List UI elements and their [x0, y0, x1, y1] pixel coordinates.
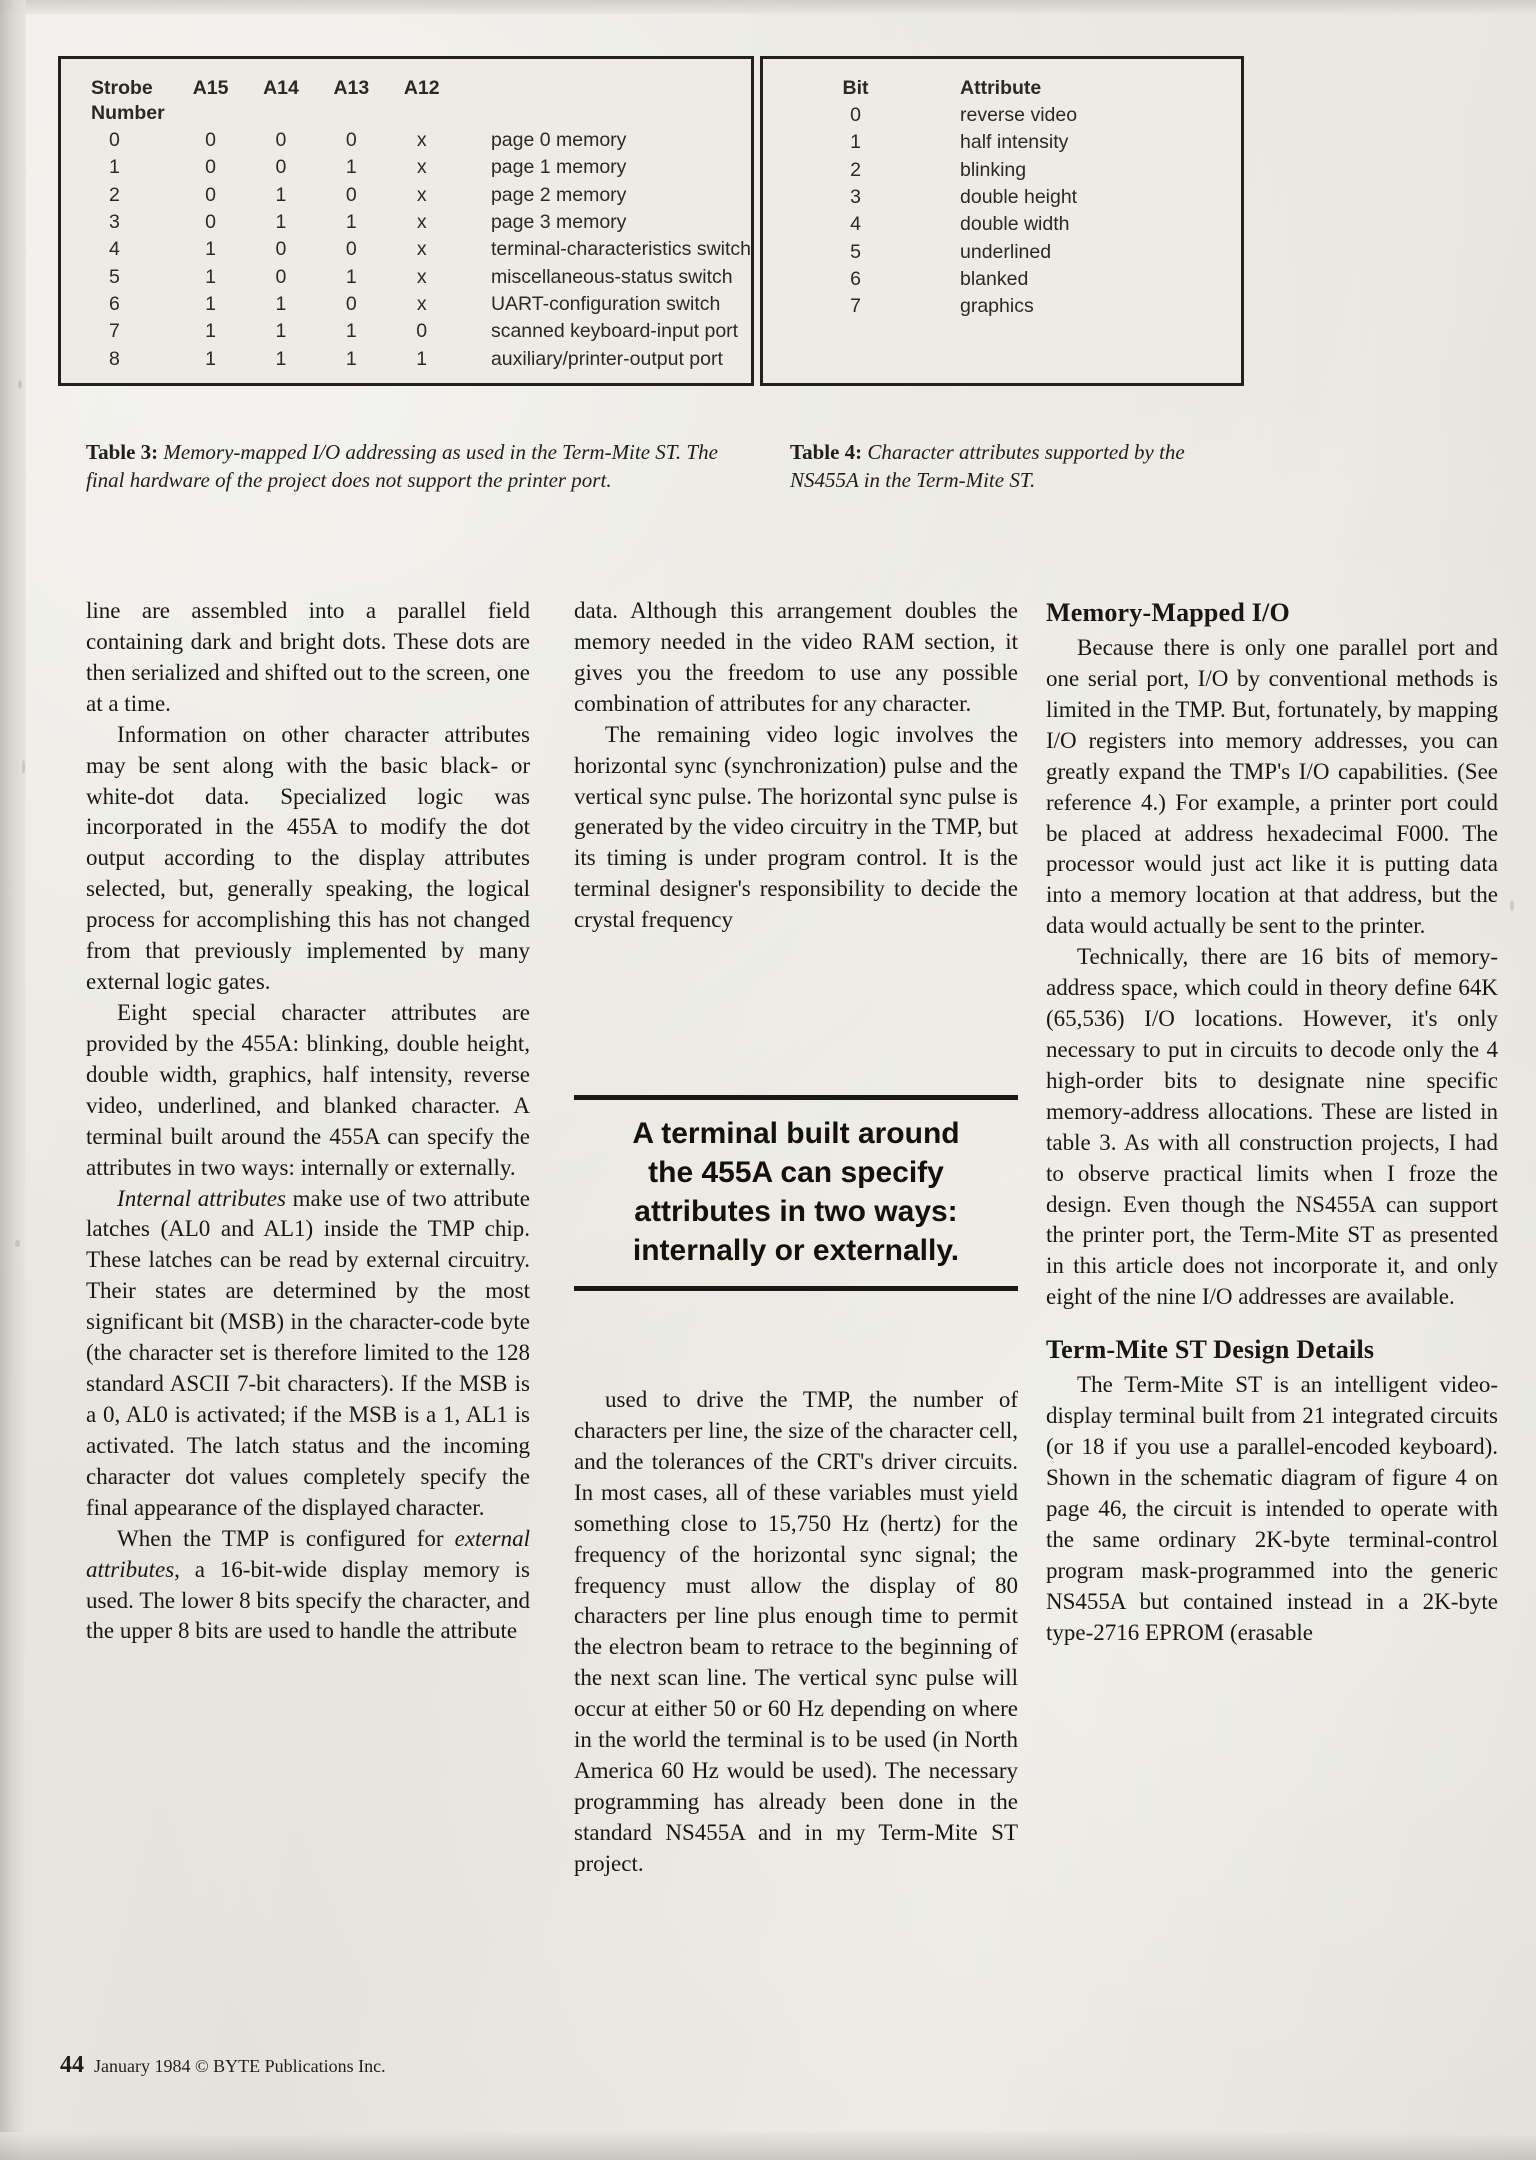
cell-strobe: 7 [109, 320, 120, 343]
table-row [763, 239, 1241, 266]
cell-a14: 0 [275, 238, 287, 261]
paragraph: The Term-Mite ST is an intelligent video-display terminal built from 21 integrated circuits (or 18 if you use a parallel-encoded keyboard). Shown in the schematic diagram of figure 4 on page 46, the circuit is intended to operate with the same ordinary 2K-byte terminal-control program mask-programmed into the generic NS455A but contained instead in a 2K-byte type-2716 EPROM (erasable [1046, 1372, 1498, 1645]
cell-a15: 1 [205, 347, 216, 370]
cell-a15: 1 [205, 293, 216, 316]
table-row [763, 266, 1241, 293]
table-4-wrap [763, 59, 1241, 321]
cell-bit: 5 [850, 240, 861, 263]
table-3-caption-label: Table 3: [86, 440, 159, 464]
table-row [87, 264, 751, 291]
paragraph: Because there is only one parallel port and one serial port, I/O by conventional methods is limited in the TMP. But, fortunately, by mapping I/O registers into memory addresses, you can greatly expand the TMP's I/O capabilities. (See reference 4.) For example, a printer port could be placed at address hexadecimal F000. The processor would just act like it is putting data into a memory location at that address, but the data would actually be sent to the printer. [1046, 634, 1498, 939]
cell-a15: 1 [205, 320, 216, 343]
cell-attribute: underlined [960, 240, 1052, 263]
paragraph [86, 1184, 530, 1524]
cell-attribute: double width [960, 213, 1070, 236]
table-3-col-a13: A13 [333, 77, 370, 99]
cell-a12: x [416, 265, 427, 288]
table-3-col-a15: A15 [192, 77, 229, 99]
cell-a15: 0 [205, 129, 216, 151]
table-3-box [58, 56, 754, 386]
spacer-cell [387, 102, 457, 127]
cell-a14: 1 [275, 320, 287, 343]
table-4-caption [790, 438, 1210, 494]
cell-a12: x [416, 183, 427, 206]
page-number: 44 [60, 2052, 84, 2078]
table-row [87, 346, 751, 373]
cell-a12: x [416, 293, 427, 316]
cell-a14: 0 [275, 129, 287, 151]
cell-a14: 1 [275, 293, 287, 316]
cell-description: page 3 memory [490, 211, 627, 234]
spacer-cell [316, 102, 386, 127]
cell-a15: 0 [205, 211, 216, 234]
cell-bit: 4 [850, 213, 861, 236]
cell-a13: 1 [345, 211, 357, 234]
table-4 [763, 77, 1241, 321]
cell-a13: 1 [345, 347, 357, 370]
pull-quote-line: internally or externally. [632, 1234, 960, 1267]
table-3 [87, 77, 751, 373]
table-row [87, 291, 751, 318]
cell-a12: x [416, 211, 427, 234]
paragraph [86, 1524, 530, 1648]
table-3-col-a12: A12 [403, 77, 440, 99]
spacer-cell [246, 102, 316, 127]
cell-description: scanned keyboard-input port [490, 320, 739, 343]
spacer-cell [457, 102, 751, 127]
table-row [87, 236, 751, 263]
cell-bit: 3 [850, 186, 861, 209]
table-row [87, 154, 751, 181]
paragraph: Eight special character attributes are provided by the 455A: blinking, double height, double width, graphics, half intensity, reverse video, underlined, and blanked character. A terminal built around the 455A can specify the attributes in two ways: internally or externally. [86, 999, 530, 1180]
table-3-header-row-2 [87, 102, 751, 127]
paragraph: used to drive the TMP, the number of characters per line, the size of the character cell, and the tolerances of the CRT's driver circuits. In most cases, all of these variables must yield something close to 15,750 Hz (hertz) for the frequency of the horizontal sync signal; the frequency must allow the display of 80 characters per line plus enough time to permit the electron beam to retrace to the beginning of the next scan line. The vertical sync pulse will occur at either 50 or 60 Hz depending on where in the world the terminal is to be used (in North America 60 Hz would be used). The necessary programming has already been done in the standard NS455A and in my Term-Mite ST project. [574, 1387, 1018, 1876]
cell-strobe: 8 [109, 347, 120, 370]
cell-description: page 0 memory [490, 129, 627, 151]
table-3-body [87, 127, 751, 373]
cell-attribute: blinking [960, 158, 1027, 181]
cell-bit: 0 [850, 104, 861, 126]
cell-a14: 0 [275, 265, 287, 288]
table-row [87, 127, 751, 154]
cell-a13: 0 [345, 183, 357, 206]
cell-bit: 6 [850, 268, 861, 291]
body-column-1 [86, 596, 530, 1647]
scan-speck [15, 1240, 20, 1247]
table-3-col-strobe: Strobe [91, 77, 153, 99]
cell-a13: 0 [345, 293, 357, 316]
cell-a15: 0 [205, 156, 216, 179]
scan-speck [18, 380, 22, 389]
cell-description: UART-configuration switch [490, 293, 721, 316]
cell-attribute: blanked [960, 268, 1029, 291]
cell-strobe: 5 [109, 265, 120, 288]
body-column-2-continued [574, 1385, 1018, 1880]
paragraph-text: When the TMP is configured for [117, 1525, 455, 1551]
table-4-col-attribute: Attribute [960, 77, 1042, 99]
cell-a12: 0 [416, 320, 428, 343]
table-3-col-strobe-line2: Number [91, 102, 165, 124]
cell-strobe: 1 [109, 156, 120, 179]
table-row [763, 102, 1241, 129]
page-footer [60, 2052, 386, 2079]
paragraph: line are assembled into a parallel field containing dark and bright dots. These dots are then serialized and shifted out to the screen, one at a time. [86, 598, 530, 716]
cell-a13: 0 [345, 129, 357, 151]
cell-strobe: 4 [109, 238, 120, 261]
table-row [87, 318, 751, 345]
pull-quote [574, 1095, 1018, 1291]
cell-a15: 1 [205, 238, 216, 261]
cell-strobe: 3 [109, 211, 120, 234]
cell-a14: 1 [275, 347, 287, 370]
table-row [87, 209, 751, 236]
cell-a14: 1 [275, 183, 287, 206]
pull-quote-line: the 455A can specify [648, 1156, 944, 1189]
table-row [763, 129, 1241, 156]
cell-attribute: double height [960, 186, 1078, 209]
table-row [763, 211, 1241, 238]
pull-quote-line: attributes in two ways: [634, 1195, 958, 1228]
cell-a12: x [416, 238, 427, 261]
cell-a14: 1 [275, 211, 287, 234]
cell-bit: 7 [850, 295, 861, 318]
cell-description: page 1 memory [490, 156, 627, 179]
cell-strobe: 6 [109, 293, 120, 316]
cell-strobe: 2 [109, 183, 120, 206]
table-3-wrap [61, 59, 751, 373]
cell-bit: 1 [850, 131, 861, 154]
table-4-body [763, 102, 1241, 321]
cell-a12: x [416, 129, 427, 151]
cell-attribute: graphics [960, 295, 1034, 318]
subhead-memory-mapped-io: Memory-Mapped I/O [1046, 598, 1290, 627]
pull-quote-line: A terminal built around [632, 1117, 960, 1150]
table-4-box [760, 56, 1244, 386]
paragraph: Information on other character attributes may be sent along with the basic black- or white-dot data. Specialized logic was incorporated in the 455A to modify the dot output according to the display attributes selected, but, generally speaking, the logical process for accomplishing this has not changed from that previously implemented by many external logic gates. [86, 721, 530, 995]
table-row [763, 293, 1241, 320]
table-3-caption-text: Memory-mapped I/O addressing as used in the Term-Mite ST. The final hardware of the project does not support the printer port. [86, 440, 718, 493]
cell-description: page 2 memory [490, 183, 627, 206]
table-4-caption-label: Table 4: [790, 440, 863, 464]
scan-edge-left [0, 0, 26, 2160]
cell-a13: 1 [345, 320, 357, 343]
cell-a12: x [416, 156, 427, 179]
table-4-header-row [763, 77, 1241, 102]
cell-a13: 1 [345, 265, 357, 288]
emphasis-internal-attributes: Internal attributes [117, 1185, 286, 1211]
cell-a15: 1 [205, 265, 216, 288]
table-4-col-bit: Bit [842, 77, 869, 99]
cell-a13: 1 [345, 156, 357, 179]
scan-edge-top [0, 0, 1536, 14]
cell-bit: 2 [850, 158, 861, 181]
paragraph-text: , a 16-bit-wide display memory is used. The lower 8 bits specify the character, and the upper 8 bits are used to handle the attribute [86, 1556, 530, 1644]
table-row [763, 184, 1241, 211]
cell-strobe: 0 [109, 129, 120, 151]
body-column-2 [574, 596, 1018, 936]
cell-a13: 0 [345, 238, 357, 261]
cell-attribute: half intensity [960, 131, 1069, 154]
body-column-3 [1046, 596, 1498, 1649]
paragraph: data. Although this arrangement doubles the memory needed in the video RAM section, it gives you the freedom to use any possible combination of attributes for any character. [574, 598, 1018, 716]
paragraph-text: make use of two attribute latches (AL0 and AL1) inside the TMP chip. These latches can be read by external circuitry. Their states are determined by the most significant bit (MSB) in the character-code byte (the character set is therefore limited to the 128 standard ASCII 7-bit characters). If the MSB is a 0, AL0 is activated; if the MSB is a 1, AL1 is activated. The latch status and the incoming character dot values completely specify the final appearance of the displayed character. [86, 1185, 530, 1520]
table-row [763, 157, 1241, 184]
table-3-header-row [87, 77, 751, 102]
paragraph: The remaining video logic involves the horizontal sync (synchronization) pulse and the vertical sync pulse. The horizontal sync pulse is generated by the video circuitry in the TMP, but its timing is under program control. It is the terminal designer's responsibility to decide the crystal frequency [574, 721, 1018, 933]
cell-a15: 0 [205, 183, 216, 206]
issue-credit: January 1984 © BYTE Publications Inc. [94, 2056, 386, 2076]
table-3-caption [86, 438, 726, 494]
cell-description: terminal-characteristics switch [490, 238, 751, 261]
emphasis-external-attributes: external attributes [86, 1525, 530, 1582]
scan-edge-bottom [0, 2132, 1536, 2160]
subhead-term-mite-st-design-details: Term-Mite ST Design Details [1046, 1335, 1375, 1365]
paragraph: Technically, there are 16 bits of memory-address space, which could in theory define 64K (65,536) I/O locations. However, it's only necessary to put in circuits to decode only the 4 high-order bits to designate nine specific memory-address allocations. These are listed in table 3. As with all construction projects, I had to observe practical limits when I froze the design. Even though the NS455A can support the printer port, the Term-Mite ST as presented in this article does not incorporate it, and only eight of the nine I/O addresses are available. [1046, 944, 1498, 1310]
table-4-caption-text: Character attributes supported by the NS455A in the Term-Mite ST. [790, 440, 1185, 493]
cell-description: miscellaneous-status switch [490, 265, 733, 288]
cell-description: auxiliary/printer-output port [490, 347, 723, 370]
cell-a14: 0 [275, 156, 287, 179]
scan-speck [1510, 900, 1514, 911]
table-row [87, 182, 751, 209]
scan-speck [22, 760, 25, 774]
table-3-col-a14: A14 [263, 77, 299, 99]
spacer-cell [175, 102, 245, 127]
cell-a12: 1 [416, 347, 428, 370]
cell-attribute: reverse video [960, 104, 1078, 126]
table-3-col-description [457, 77, 751, 102]
